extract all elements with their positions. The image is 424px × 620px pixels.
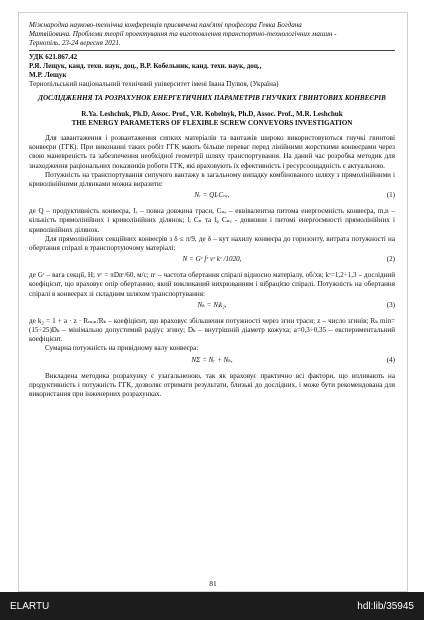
paragraph-conclusion: Викладена методика розрахунку є узагальненою, так як враховує практично всі фактори, що впливають на продуктивність і потужність ГГК, дозволяє отримати результати, близькі до дослідних, і може бути рекомендована для використання при інженерних розрахунках. <box>29 371 395 399</box>
formula-2 <box>29 255 395 269</box>
paragraph-total: Сумарна потужність на привідному валу конвеєра: <box>45 344 199 353</box>
formula-4-expr: NΣ = Nᵣ + Nₖ, <box>191 355 233 364</box>
formula-1 <box>29 191 395 205</box>
repository-footer <box>0 592 424 620</box>
paragraph-definitions: де Q – продуктивність конвеєра, Iᵣ – повна довжина траси, Cₙₑ – еквівалентна питома енергоємність конвеєра, m,n – кількість прямолінійних і криволінійних ділянок; lᵢ Cₙ та lᵩ Cₙₑ - довжини і питомі енергоємності прямолінійних і криволінійних ділянок. <box>29 207 395 234</box>
paragraph-coefficient: де k₂ = 1 + a · z · Rₘᵢₙ/Rₖ – коефіцієнт, що враховує збільшення потужності через згин траси; z – число згинів; Rₖ min=(15÷25)Dₖ – мінімально допустимий радіус згину; Dₖ – внутрішній діаметр кожуха; a=0,3÷0,35 – експериментальний коефіцієнт. <box>29 316 395 344</box>
affiliation: Тернопільський національний технічний університет імені Івана Пулюя, (Україна) <box>29 80 279 89</box>
footer-handle-link[interactable]: hdl:lib/35945 <box>357 601 414 612</box>
authors-ua: Р.Я. Лещук, канд. техн. наук, доц., В.Р. Кобельник, канд. техн. наук, доц., <box>29 61 262 70</box>
formula-3-expr: Nₖ = Nᵢk₂, <box>197 300 227 309</box>
formula-1-expr: Nᵣ = QIᵣCₙₑ, <box>194 191 230 200</box>
authors-ua-cont: М.Р. Лещук <box>29 71 67 80</box>
page-content <box>29 21 395 399</box>
header-line: Матвійовича. Проблеми теорії проектування та виготовлення транспортно-технологічних машин - <box>29 30 337 39</box>
title-ua: ДОСЛІДЖЕННЯ ТА РОЗРАХУНОК ЕНЕРГЕТИЧНИХ ПАРАМЕТРІВ ГНУЧКИХ ГВИНТОВИХ КОНВЕЄРІВ <box>38 94 386 103</box>
formula-3 <box>29 301 395 315</box>
document-page <box>18 12 408 592</box>
paragraph-intro: Для завантаження і розвантаження сипких матеріалів та вантажів широко використовуються гнучкі гвинтові конвеєри (ГГК). При виконанні таких робіт ГГК мають більше переваг перед лінійними жорсткими конвеєрами через свою маневреність та забезпечення необхідної геометрії шляху транспортування. На даний час розробка методик для знаходження раціональних показників роботи ГГК, які враховують їх ефективність і ресурсоощадність є актуальною. <box>29 134 395 170</box>
title-en: THE ENERGY PARAMETERS OF FLEXIBLE SCREW CONVEYORS INVESTIGATION <box>71 118 353 127</box>
header-line: Тернопіль, 23-24 вересня 2021. <box>29 39 121 48</box>
footer-repository-label: ELARTU <box>10 601 50 612</box>
paragraph-section-weight: де Gᶜ – вага секції, Н; vᶜ = πDnᶜ/60, м/с; nᶜ – частота обертання спіралі відносно матеріалу, об/хв; kᶜ=1,2÷1,3 – дослідний коефіцієнт, що враховує опір обертанню, який викликаний вихрюванням і вібрацією спіралі. Потужність на обертання спіралі в конвеєрах зі складним шляхом транспортування: <box>29 271 395 298</box>
running-header <box>29 21 395 51</box>
udc-code: УДК 621.867.42 <box>29 52 78 61</box>
authors-en: R.Ya. Leshchuk, Ph.D, Assoc. Prof., V.R. Kobelnyk, Ph.D, Assoc. Prof., M.R. Leshchuk <box>81 109 343 118</box>
formula-4-number: (4) <box>386 355 395 364</box>
formula-2-number: (2) <box>386 255 395 264</box>
formula-1-number: (1) <box>386 191 395 200</box>
header-line: Міжнародна науково-технічна конференція присвячена пам'яті професора Гевка Богдана <box>29 21 302 29</box>
formula-3-number: (3) <box>386 300 395 309</box>
formula-4 <box>29 356 395 370</box>
paragraph-linear: Для прямолінійних секційних конвеєрів з δ ≤ π/9, де δ – кут нахилу конвеєра до горизонту, витрата потужності на обертання спіралі в транспортуючому матеріалі: <box>29 234 395 253</box>
page-number: 81 <box>209 579 217 588</box>
formula-2-expr: N = Gᶜ fᶜ vᶜ kᶜ /1020, <box>182 255 242 264</box>
paragraph-power: Потужність на транспортування сипучого вантажу в загальному випадку комбінованого шляху з прямолінійними і криволінійними ділянками можна виразити: <box>29 170 395 189</box>
